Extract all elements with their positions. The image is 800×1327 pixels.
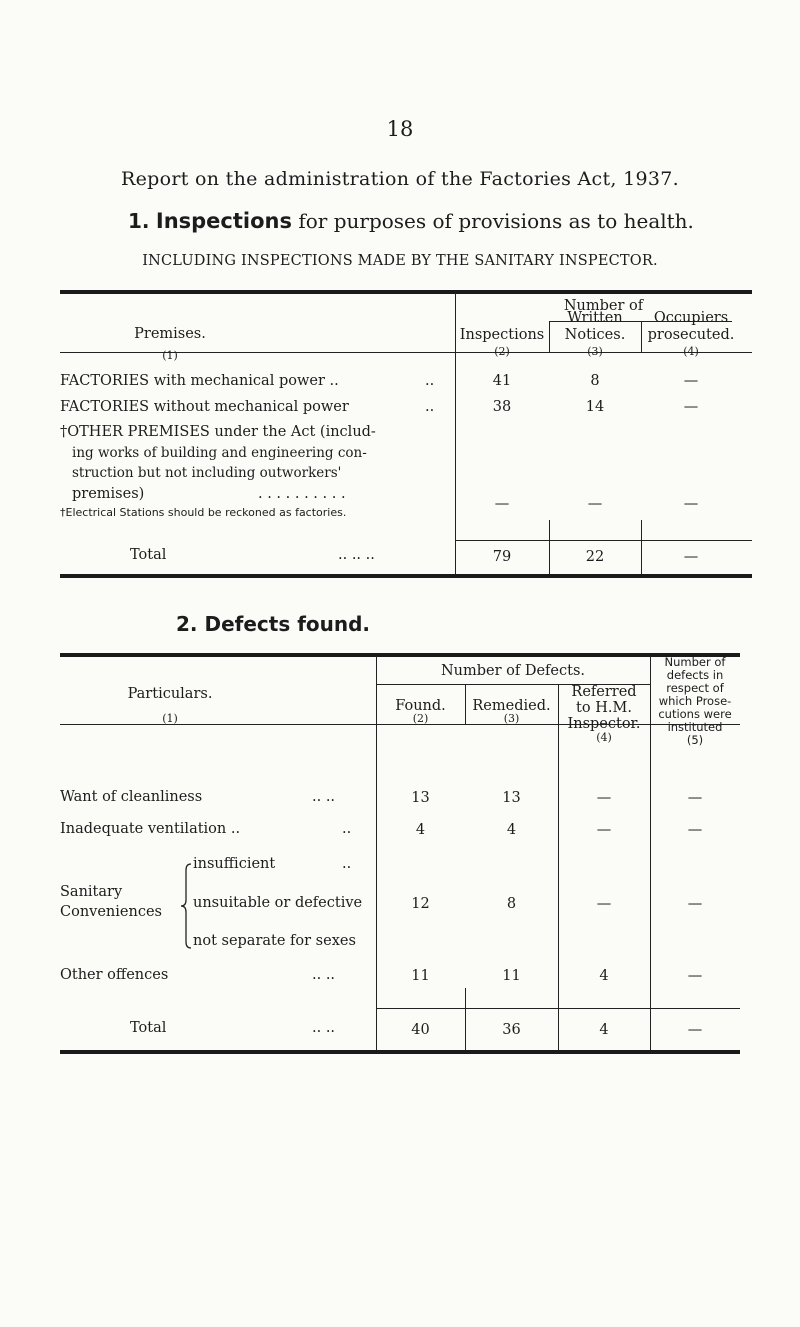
row-cleanliness-prosecutions: — — [687, 790, 703, 806]
row-non-mechanical-prosecuted: — — [683, 399, 699, 415]
table2-total-referred: 4 — [599, 1022, 609, 1038]
row-other-premises-inspections: — — [494, 496, 510, 512]
section2-number: 2. — [176, 612, 198, 636]
row-other-premises-l1: †OTHER PREMISES under the Act (includ- — [60, 424, 376, 440]
row-other-premises-l3: struction but not including outworkers' — [72, 465, 342, 481]
row-other-offences-label: Other offences — [60, 967, 169, 983]
row-cleanliness-label: Want of cleanliness — [60, 789, 203, 805]
table1-total-inspections: 79 — [492, 549, 512, 565]
row-other-premises-notices: — — [587, 496, 603, 512]
row-ventilation-referred: — — [596, 822, 612, 838]
col-premises-num: (1) — [162, 349, 178, 362]
sanitary-label-1: Sanitary — [60, 884, 123, 900]
col-inspections-num: (2) — [494, 345, 510, 358]
col-premises-header: Premises. — [134, 326, 206, 342]
row-sanitary-referred: — — [596, 896, 612, 912]
table2-total-dots: .. .. — [312, 1020, 336, 1036]
col-remedied-num: (3) — [503, 712, 520, 725]
table2-total-prosecutions: — — [687, 1022, 703, 1038]
col-particulars-num: (1) — [162, 712, 178, 725]
table1-total-notices: 22 — [585, 549, 605, 565]
row-non-mechanical-label: FACTORIES without mechanical power — [60, 399, 349, 415]
col-prosecutions-line-6: instituted — [667, 720, 723, 734]
row-sanitary-found: 12 — [411, 896, 430, 912]
sanitary-sub-insufficient: insufficient — [193, 856, 276, 872]
table2-total-remedied: 36 — [502, 1022, 521, 1038]
row-ventilation-remedied: 4 — [506, 822, 517, 838]
row-other-premises-prosecuted: — — [683, 496, 699, 512]
col-notices-num: (3) — [587, 345, 603, 358]
row-non-mechanical-notices: 14 — [585, 399, 605, 415]
col-prosecutions-line-2: defects in — [666, 668, 724, 682]
row-ventilation-prosecutions: — — [687, 822, 703, 838]
report-title: Report on the administration of the Factories Act, 1937. — [121, 168, 679, 190]
number-of-header: Number of — [563, 298, 644, 314]
col-prosecutions-line-5: cutions were — [658, 707, 732, 721]
row-non-mechanical-dots: .. — [425, 399, 435, 415]
col-referred-header-2: to H.M. — [576, 700, 632, 716]
row-mechanical-notices: 8 — [590, 373, 600, 389]
row-cleanliness-found: 13 — [411, 790, 430, 806]
row-mechanical-dots: .. — [425, 373, 435, 389]
col-found-num: (2) — [412, 712, 429, 725]
section1-subheading: INCLUDING INSPECTIONS MADE BY THE SANITARY INSPECTOR. — [142, 253, 658, 269]
col-prosecutions-header — [650, 656, 740, 747]
table2-total-found: 40 — [411, 1022, 430, 1038]
row-mechanical-label: FACTORIES with mechanical power .. — [60, 373, 339, 389]
col-prosecutions-line-1: Number of — [664, 655, 726, 669]
col-prosecuted-num: (4) — [683, 345, 699, 358]
section2-heading-text: Defects found. — [204, 612, 371, 636]
table1-total-label: Total — [130, 547, 167, 563]
sanitary-sub-insufficient-dots: .. — [342, 856, 352, 872]
row-ventilation-dots: .. — [342, 821, 352, 837]
col-found-header: Found. — [395, 698, 446, 714]
table2-vline-2b — [465, 988, 466, 1050]
table1-total-prosecuted: — — [683, 549, 699, 565]
row-ventilation-label: Inadequate ventilation .. — [60, 821, 241, 837]
col-referred-header-3: Inspector. — [567, 716, 641, 732]
row-sanitary-prosecutions: — — [687, 896, 703, 912]
row-cleanliness-referred: — — [596, 790, 612, 806]
footnote-electrical: †Electrical Stations should be reckoned as factories. — [60, 506, 347, 519]
table2-total-label: Total — [130, 1020, 167, 1036]
page-number: 18 — [386, 117, 414, 141]
row-non-mechanical-inspections: 38 — [492, 399, 512, 415]
col-prosecutions-line-4: which Prose- — [658, 694, 732, 708]
col-referred-header-1: Referred — [571, 684, 637, 700]
number-of-defects-header: Number of Defects. — [440, 663, 586, 679]
row-sanitary-remedied: 8 — [506, 896, 517, 912]
sanitary-sub-unsuitable: unsuitable or defective — [193, 895, 363, 911]
table2-top-rule — [60, 653, 740, 657]
row-other-premises-l4: premises) — [72, 486, 145, 502]
table1-total-dots: .. .. .. — [338, 547, 375, 563]
sanitary-brace — [180, 862, 192, 950]
row-other-offences-dots: .. .. — [312, 967, 336, 983]
col-notices-header-2: Notices. — [564, 327, 626, 343]
col-particulars-header: Particulars. — [127, 686, 213, 702]
row-other-offences-referred: 4 — [599, 968, 609, 984]
col-remedied-header: Remedied. — [472, 698, 551, 714]
row-mechanical-prosecuted: — — [683, 373, 699, 389]
col-prosecutions-line-3: respect of — [666, 681, 724, 695]
row-ventilation-found: 4 — [415, 822, 426, 838]
row-other-offences-remedied: 11 — [502, 968, 521, 984]
row-other-offences-found: 11 — [411, 968, 430, 984]
col-prosecuted-header-1: Occupiers — [653, 310, 729, 326]
col-referred-num: (4) — [596, 731, 612, 744]
row-other-offences-prosecutions: — — [687, 968, 703, 984]
row-cleanliness-dots: .. .. — [312, 789, 336, 805]
sanitary-label-2: Conveniences — [60, 904, 162, 920]
col-prosecutions-num: (5) — [686, 733, 704, 747]
row-other-premises-l2: ing works of building and engineering con- — [72, 445, 367, 461]
section1-heading-rest: for purposes of provisions as to health. — [291, 209, 694, 233]
row-mechanical-inspections: 41 — [492, 373, 512, 389]
section1-number: 1. — [128, 209, 150, 233]
row-other-premises-dots: . . . . . . . . . . — [258, 486, 346, 502]
sanitary-sub-not-separate: not separate for sexes — [193, 933, 356, 949]
col-notices-header-1: Written — [567, 310, 623, 326]
col-inspections-header: Inspections — [459, 327, 545, 343]
section1-heading-bold: Inspections — [155, 209, 292, 233]
row-cleanliness-remedied: 13 — [502, 790, 521, 806]
col-prosecuted-header-2: prosecuted. — [647, 327, 735, 343]
table2-bottom-rule — [60, 1050, 740, 1054]
